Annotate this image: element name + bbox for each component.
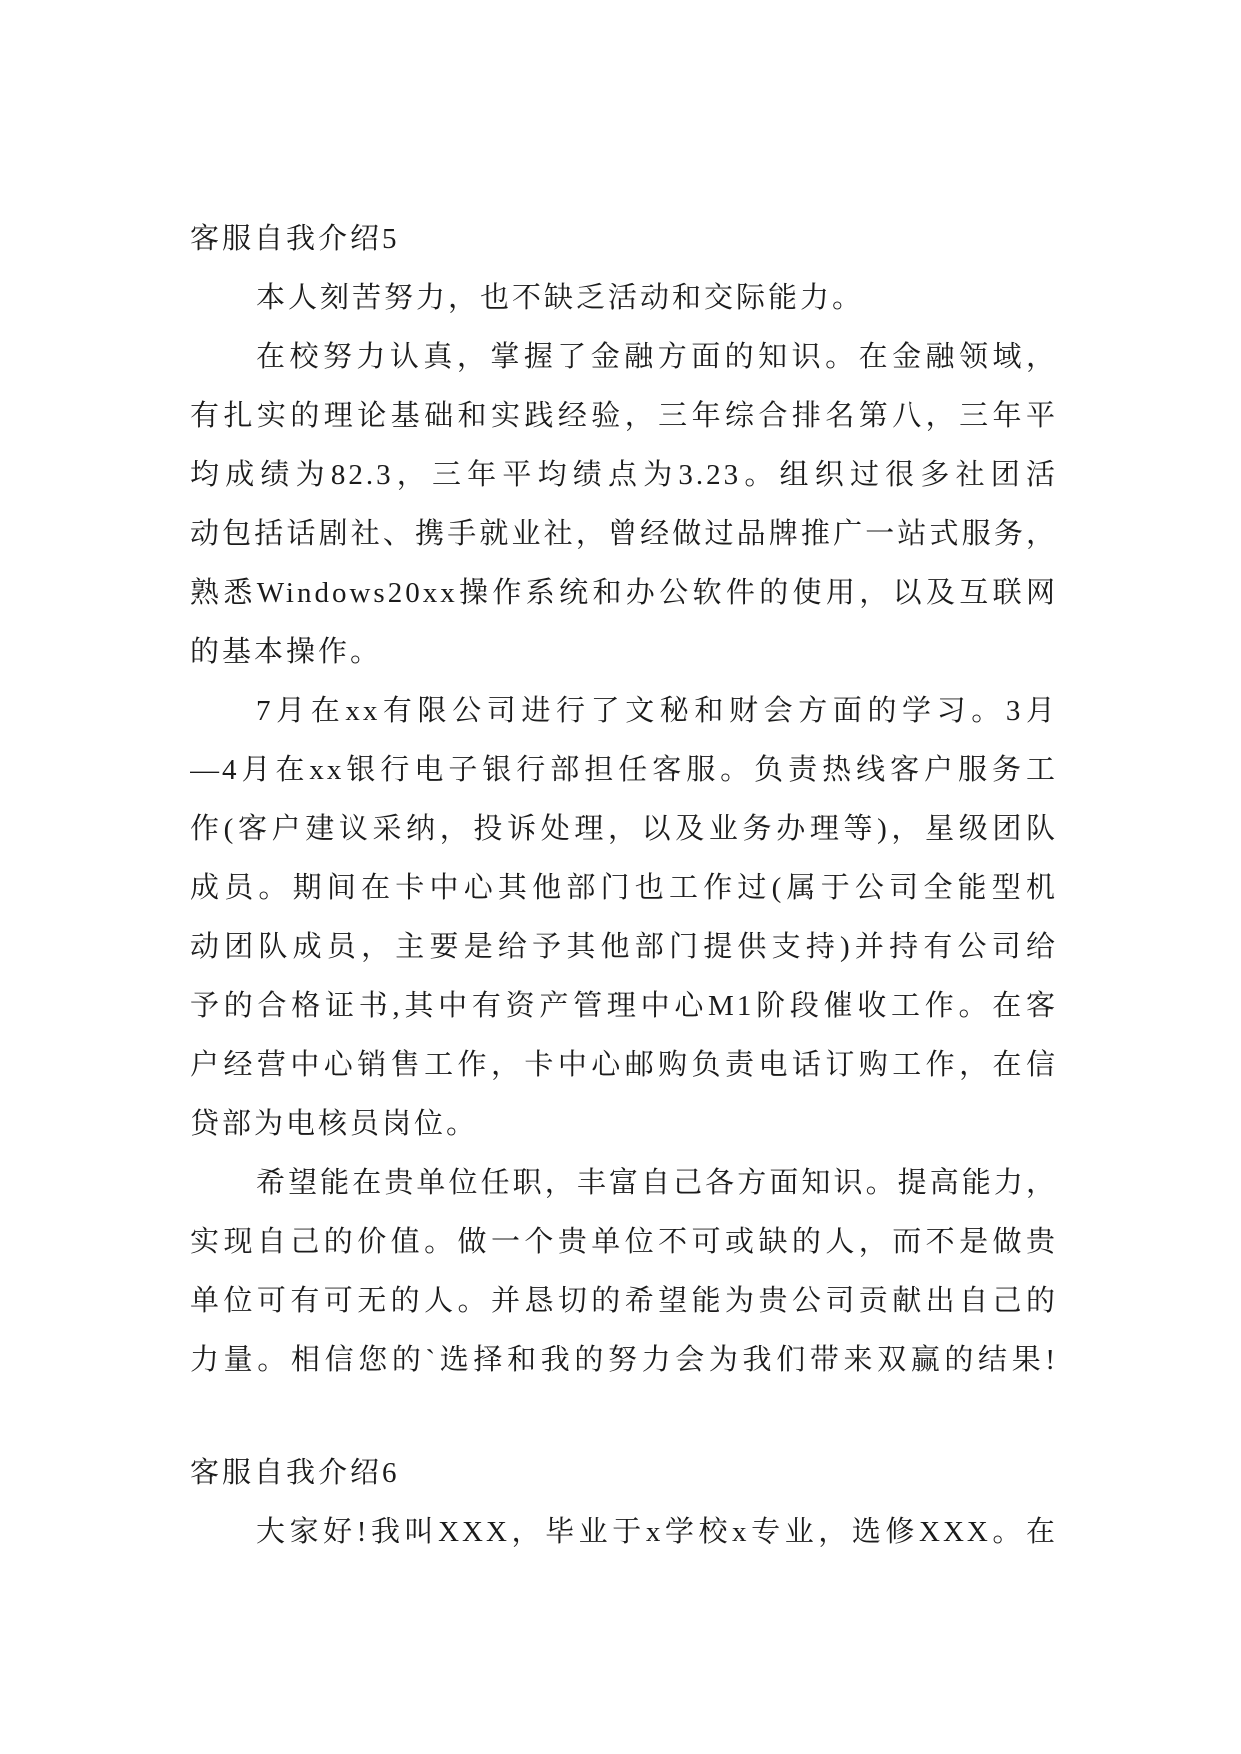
- section-self-intro-5: [190, 210, 1058, 1390]
- paragraph-line: 希望能在贵单位任职，丰富自己各方面知识。提高能力，: [256, 1167, 1058, 1199]
- paragraph: [190, 1503, 1058, 1562]
- paragraph-line: 动团队成员，主要是给予其他部门提供支持)并持有公司给: [190, 931, 1058, 963]
- paragraph-line: 予的合格证书,其中有资产管理中心M1阶段催收工作。在客: [190, 990, 1058, 1022]
- paragraph-line: 动包括话剧社、携手就业社，曾经做过品牌推广一站式服务，: [190, 518, 1058, 550]
- paragraph-line: 实现自己的价值。做一个贵单位不可或缺的人，而不是做贵: [190, 1226, 1058, 1258]
- document-body: [190, 210, 1058, 1562]
- paragraph-line: 熟悉Windows20xx操作系统和办公软件的使用，以及互联网: [190, 577, 1058, 609]
- section-heading: 客服自我介绍6: [190, 1457, 400, 1489]
- paragraph-line: 本人刻苦努力，也不缺乏活动和交际能力。: [256, 282, 865, 314]
- paragraph: [190, 269, 1058, 328]
- paragraph-line: 贷部为电核员岗位。: [190, 1108, 479, 1140]
- paragraph: [190, 328, 1058, 682]
- paragraph-line: 均成绩为82.3，三年平均绩点为3.23。组织过很多社团活: [190, 459, 1058, 491]
- paragraph-line: 7月在xx有限公司进行了文秘和财会方面的学习。3月: [256, 695, 1058, 727]
- paragraph-line: —4月在xx银行电子银行部担任客服。负责热线客户服务工: [190, 754, 1058, 786]
- section-heading: 客服自我介绍5: [190, 223, 400, 255]
- paragraph-line: 作(客户建议采纳，投诉处理，以及业务办理等)，星级团队: [190, 813, 1058, 845]
- paragraph-line: 成员。期间在卡中心其他部门也工作过(属于公司全能型机: [190, 872, 1058, 904]
- paragraph: [190, 1154, 1058, 1390]
- paragraph-line: 大家好!我叫XXX，毕业于x学校x专业，选修XXX。在: [256, 1516, 1058, 1548]
- paragraph-line: 单位可有可无的人。并恳切的希望能为贵公司贡献出自己的: [190, 1285, 1058, 1317]
- paragraph-line: 有扎实的理论基础和实践经验，三年综合排名第八，三年平: [190, 400, 1058, 432]
- paragraph-line: 的基本操作。: [190, 636, 383, 668]
- paragraph-line: 在校努力认真，掌握了金融方面的知识。在金融领域，: [256, 341, 1058, 373]
- paragraph-line: 户经营中心销售工作，卡中心邮购负责电话订购工作，在信: [190, 1049, 1058, 1081]
- paragraph-line: 力量。相信您的`选择和我的努力会为我们带来双赢的结果!: [190, 1344, 1058, 1376]
- paragraph: [190, 682, 1058, 1154]
- section-self-intro-6: [190, 1444, 1058, 1562]
